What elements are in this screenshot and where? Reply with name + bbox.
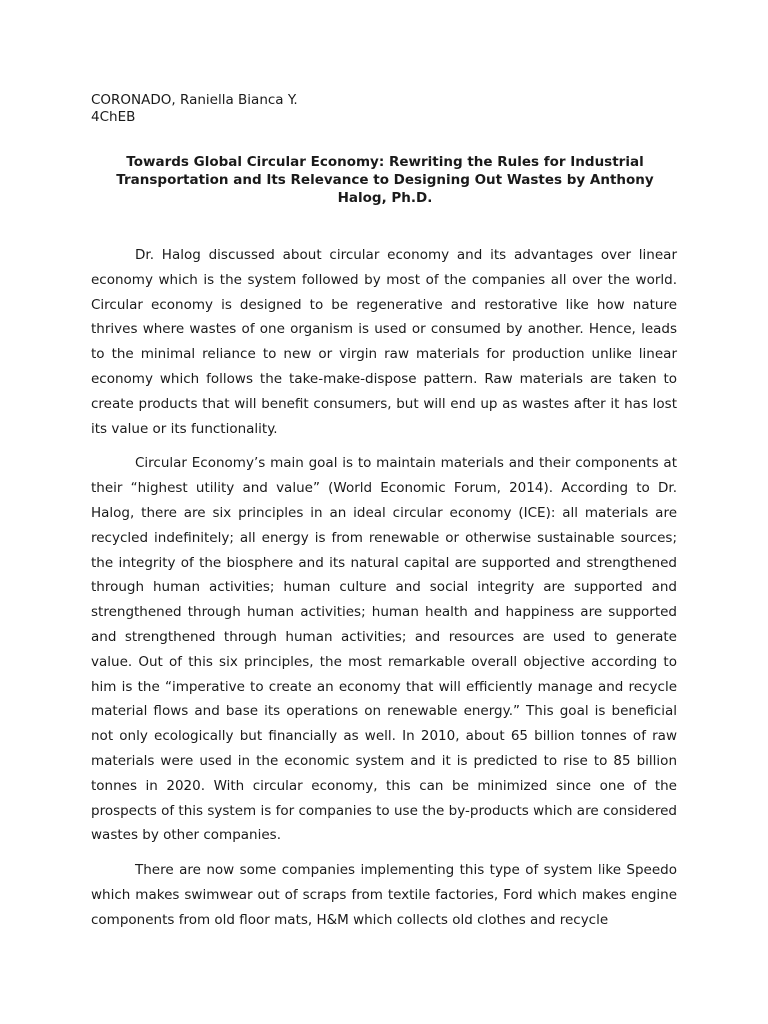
paragraph-2: Circular Economy’s main goal is to maintain materials and their components at their “highest utility and value” (World Economic Forum, 2014). According to Dr. Halog, there are six principles in an ideal circular economy (ICE): all materials are recycled indefinitely; all energy is from renewable or otherwise sustainable sources; the integrity of the biosphere and its natural capital are supported and strengthened through human activities; human culture and social integrity are supported and strengthened through human activities; human health and happiness are supported and strengthened through human activities; and resources are used to generate value. Out of this six principles, the most remarkable overall objective according to him is the “imperative to create an economy that will efficiently manage and recycle material flows and base its operations on renewable energy.” This goal is beneficial not only ecologically but financially as well. In 2010, about 65 billion tonnes of raw materials were used in the economic system and it is predicted to rise to 85 billion tonnes in 2020. With circular economy, this can be minimized since one of the prospects of this system is for companies to use the by-products which are considered wastes by other companies. xyxy=(91,455,677,844)
author-block xyxy=(91,92,298,126)
author-section: 4ChEB xyxy=(91,109,136,125)
paragraph-3: There are now some companies implementing this type of system like Speedo which makes swimwear out of scraps from textile factories, Ford which makes engine components from old floor mats, H&M which collects old clothes and recycle xyxy=(91,862,677,928)
author-name: CORONADO, Raniella Bianca Y. xyxy=(91,92,298,108)
paragraph-1: Dr. Halog discussed about circular economy and its advantages over linear economy which is the system followed by most of the companies all over the world. Circular economy is designed to be regenerative and restorative like how nature thrives where wastes of one organism is used or consumed by another. Hence, leads to the minimal reliance to new or virgin raw materials for production unlike linear economy which follows the take-make-dispose pattern. Raw materials are taken to create products that will benefit consumers, but will end up as wastes after it has lost its value or its functionality. xyxy=(91,247,677,437)
document-body xyxy=(91,243,677,943)
document-title: Towards Global Circular Economy: Rewriting the Rules for Industrial Transportation and Its Relevance to Designing Out Wastes by Anthony Halog, Ph.D. xyxy=(116,154,654,206)
